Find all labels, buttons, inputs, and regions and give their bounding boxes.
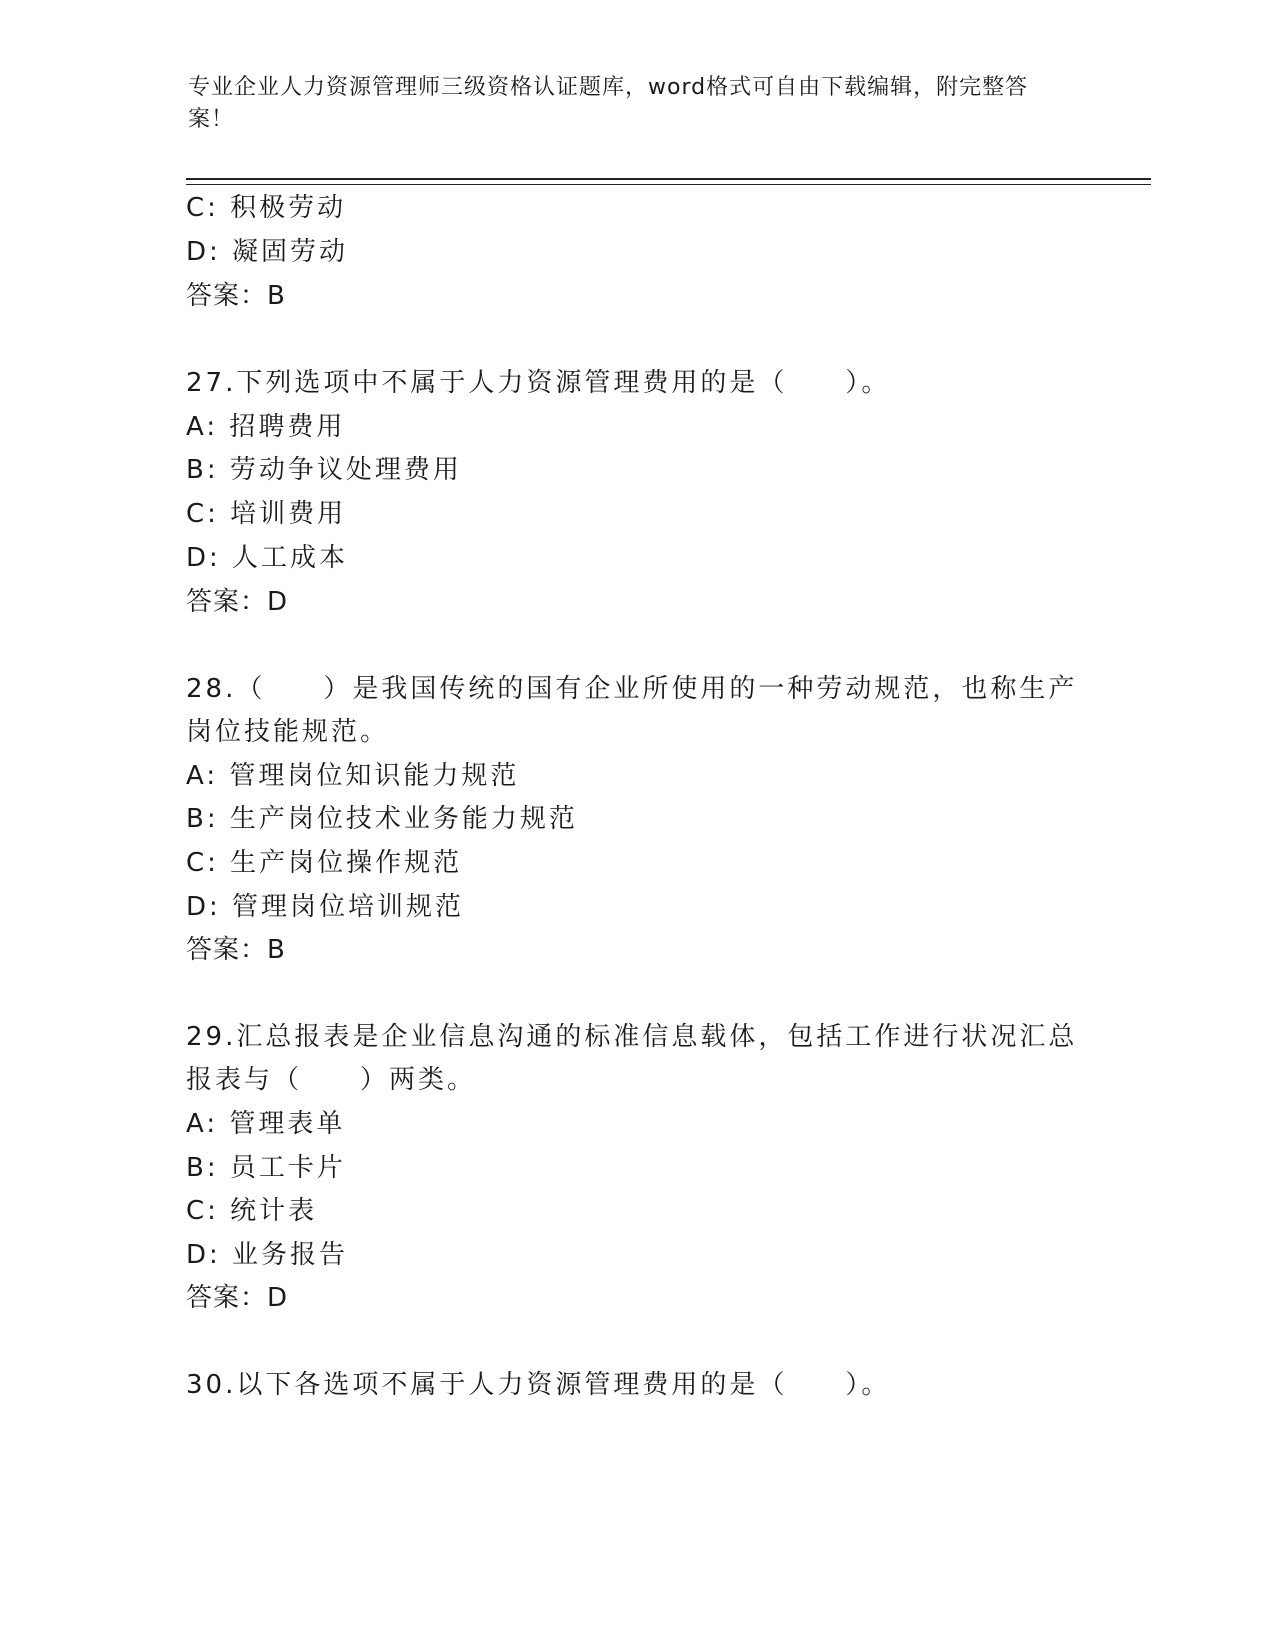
answer-line: 答案：B <box>186 935 286 965</box>
question-29-stem-line1: 29.汇总报表是企业信息沟通的标准信息载体，包括工作进行状况汇总 <box>186 1022 1078 1052</box>
header-divider-thick <box>186 178 1151 180</box>
question-28-stem-line1: 28.（ ）是我国传统的国有企业所使用的一种劳动规范，也称生产 <box>186 674 1078 704</box>
question-29-stem-line2: 报表与（ ）两类。 <box>186 1065 477 1095</box>
option-a: A: 管理表单 <box>186 1109 346 1139</box>
page-header-text: 专业企业人力资源管理师三级资格认证题库，word格式可自由下载编辑，附完整答案！ <box>188 75 1029 132</box>
question-27-stem: 27.下列选项中不属于人力资源管理费用的是（ ）。 <box>186 368 891 398</box>
option-c: C: 培训费用 <box>186 499 347 529</box>
option-d: D: 凝固劳动 <box>186 237 349 267</box>
header-divider-thin <box>186 184 1151 185</box>
option-b: B: 劳动争议处理费用 <box>186 455 462 485</box>
option-d: D: 管理岗位培训规范 <box>186 892 465 922</box>
question-28-stem-line2: 岗位技能规范。 <box>186 717 390 747</box>
answer-line: 答案：D <box>186 587 289 617</box>
answer-line: 答案：B <box>186 281 286 311</box>
option-c: C: 积极劳动 <box>186 193 347 223</box>
option-d: D: 业务报告 <box>186 1240 349 1270</box>
option-d: D: 人工成本 <box>186 543 349 573</box>
option-a: A: 招聘费用 <box>186 412 346 442</box>
answer-line: 答案：D <box>186 1283 289 1313</box>
option-a: A: 管理岗位知识能力规范 <box>186 761 520 791</box>
option-b: B: 员工卡片 <box>186 1153 346 1183</box>
option-c: C: 生产岗位操作规范 <box>186 848 463 878</box>
option-c: C: 统计表 <box>186 1196 318 1226</box>
option-b: B: 生产岗位技术业务能力规范 <box>186 804 578 834</box>
question-30-stem: 30.以下各选项不属于人力资源管理费用的是（ ）。 <box>186 1370 891 1400</box>
